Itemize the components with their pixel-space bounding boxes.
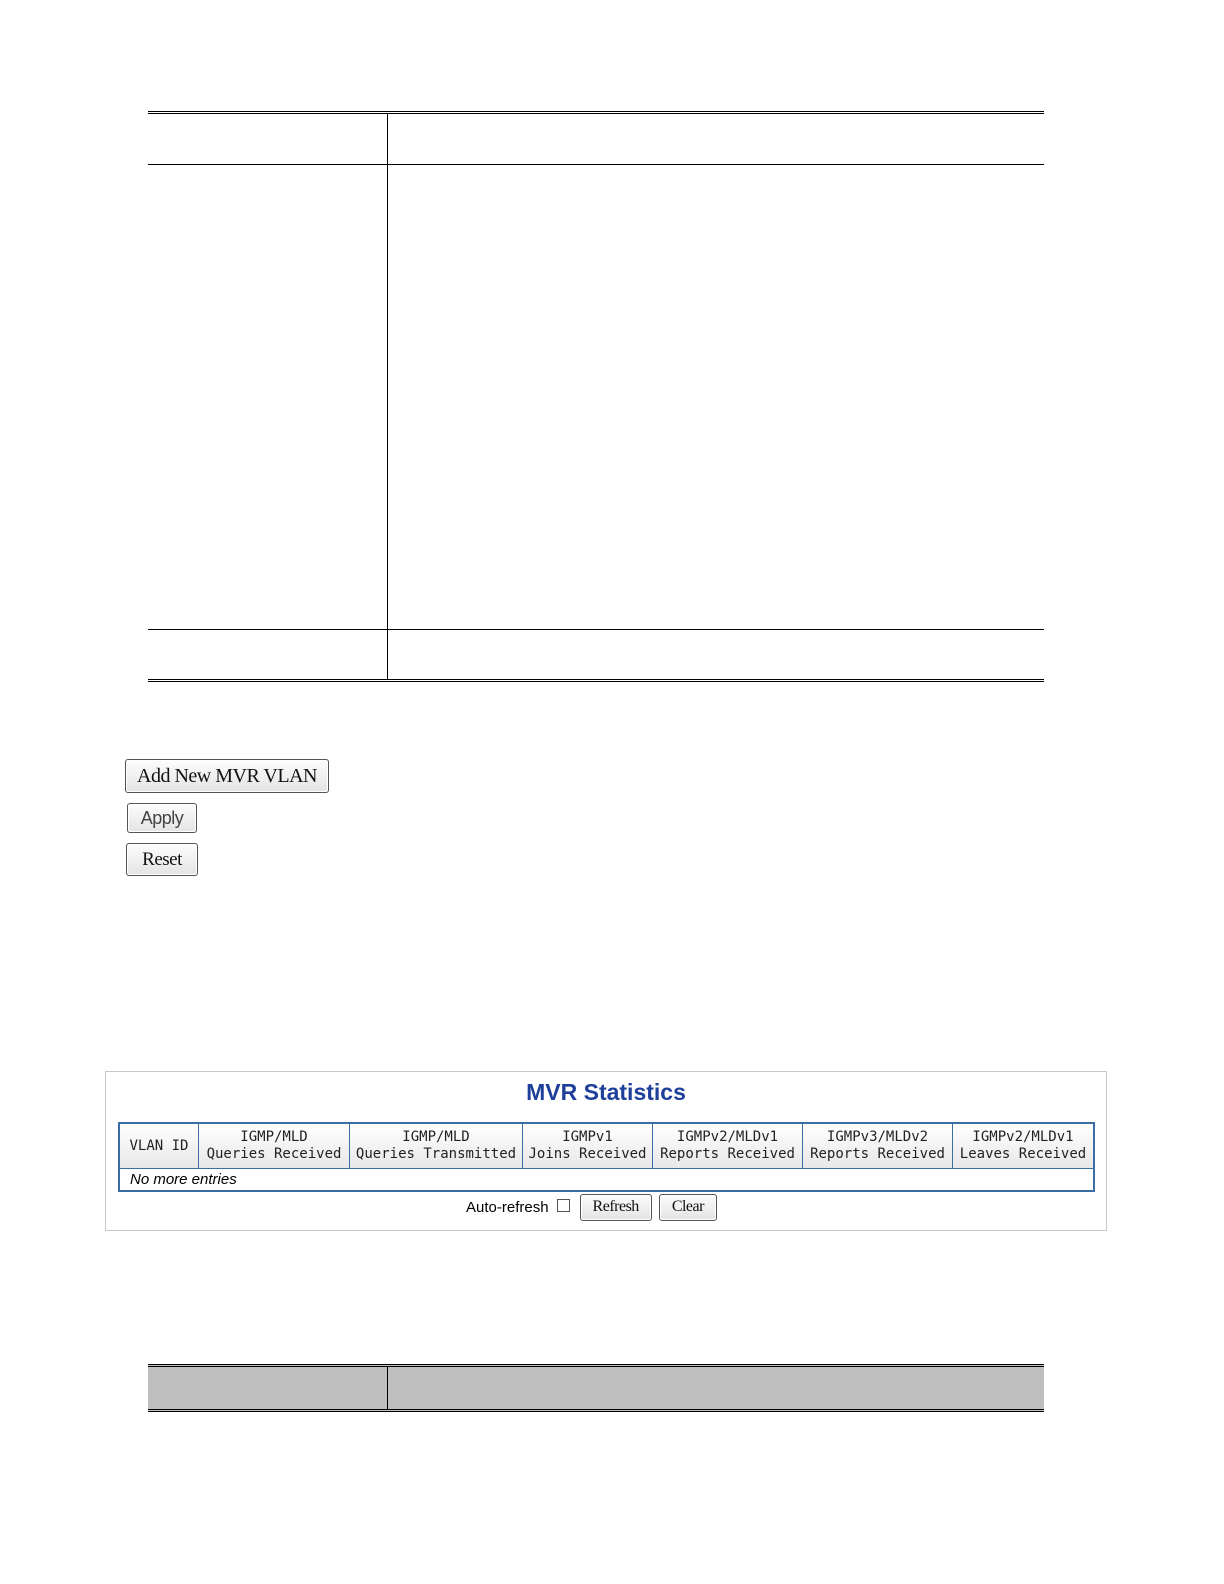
column-header-line: IGMPv1	[562, 1129, 613, 1145]
column-divider	[387, 114, 388, 679]
clear-button[interactable]: Clear	[659, 1194, 717, 1221]
column-header-line: Reports Received	[810, 1146, 945, 1162]
parameter-table-row	[148, 630, 1044, 679]
column-header-line: Reports Received	[660, 1146, 795, 1162]
column-header-leaves-received	[953, 1123, 1095, 1169]
object-table-header	[148, 1364, 1044, 1412]
auto-refresh-label: Auto-refresh	[466, 1198, 549, 1216]
column-divider	[387, 1367, 388, 1409]
column-header-line: Queries Received	[206, 1146, 342, 1162]
column-header-line: IGMPv2/MLDv1	[676, 1129, 779, 1145]
column-header-queries-transmitted	[350, 1123, 523, 1169]
column-header-line: Queries Transmitted	[355, 1146, 517, 1162]
column-header-vlan-id	[119, 1123, 199, 1169]
column-header-joins-received	[523, 1123, 653, 1169]
parameter-table	[148, 111, 1044, 682]
refresh-controls	[466, 1193, 724, 1221]
column-header-v3-reports-received	[803, 1123, 953, 1169]
column-header-line: IGMP/MLD	[402, 1129, 470, 1145]
column-header-line: IGMPv2/MLDv1	[972, 1129, 1074, 1145]
add-new-mvr-vlan-button[interactable]: Add New MVR VLAN	[125, 759, 329, 793]
auto-refresh-checkbox[interactable]	[557, 1199, 570, 1212]
table-header-row	[119, 1123, 1094, 1169]
column-header-v2-reports-received	[653, 1123, 803, 1169]
empty-message: No more entries	[119, 1169, 1094, 1192]
apply-button[interactable]: Apply	[127, 803, 197, 833]
column-header-line: IGMP/MLD	[240, 1129, 308, 1145]
column-header-line: VLAN ID	[129, 1137, 189, 1154]
page-title: MVR Statistics	[526, 1079, 686, 1105]
parameter-table-row	[148, 165, 1044, 630]
column-header-line: IGMPv3/MLDv2	[826, 1129, 929, 1145]
column-header-line: Leaves Received	[959, 1146, 1087, 1162]
table-row	[119, 1169, 1094, 1192]
mvr-statistics-table	[118, 1122, 1095, 1192]
column-header-line: Joins Received	[528, 1146, 647, 1162]
parameter-table-row	[148, 114, 1044, 165]
refresh-button[interactable]: Refresh	[580, 1194, 652, 1221]
column-header-queries-received	[199, 1123, 350, 1169]
reset-button[interactable]: Reset	[126, 843, 198, 876]
